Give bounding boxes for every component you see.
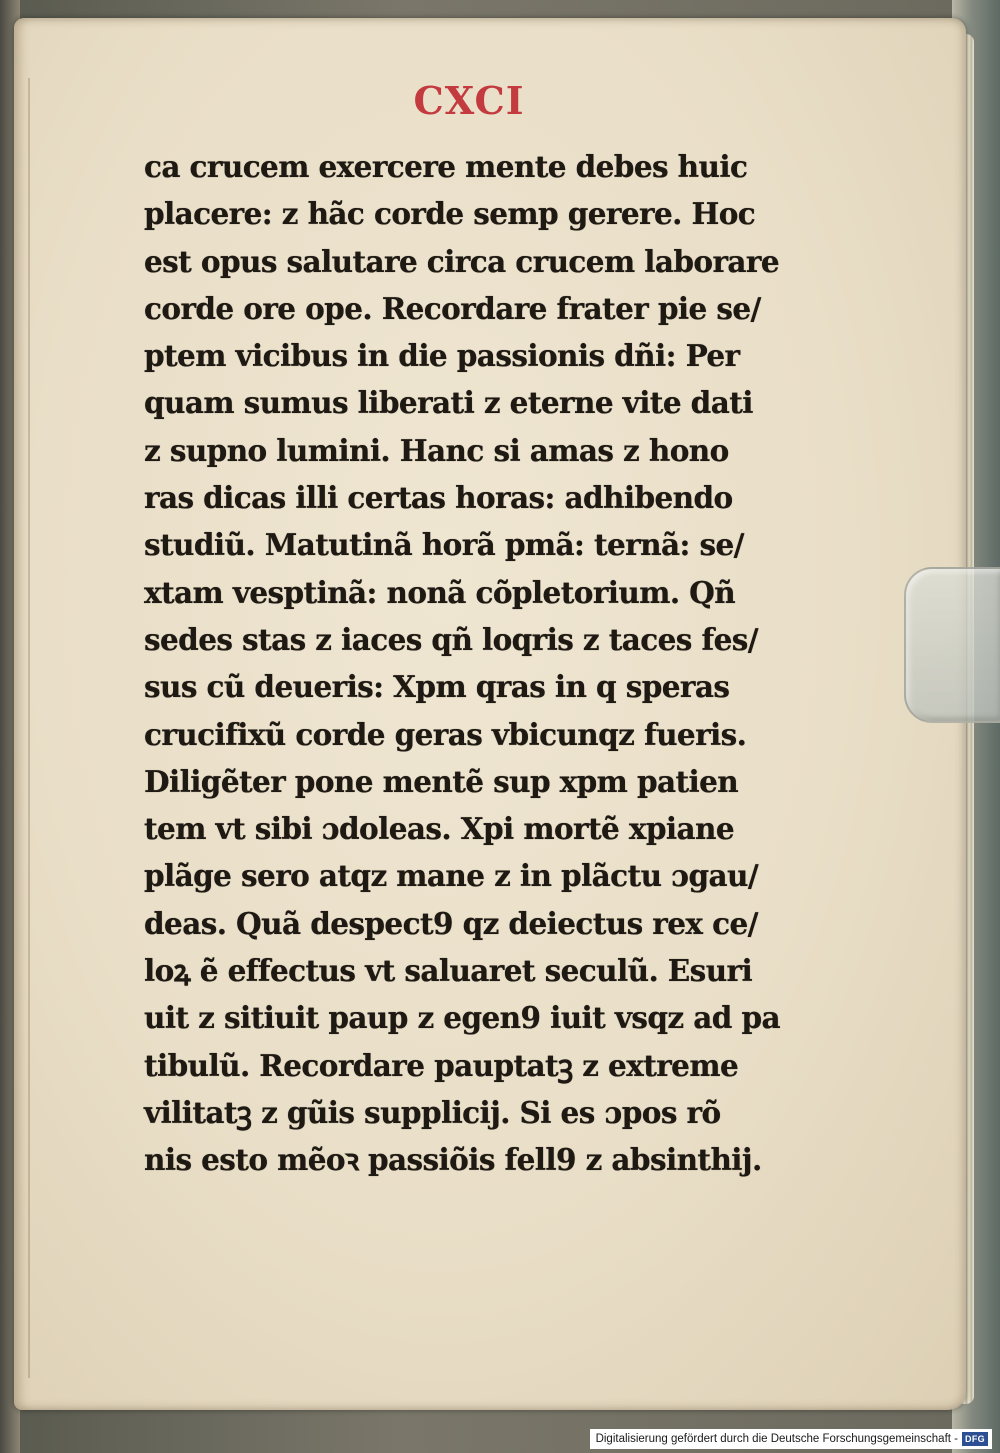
text-line: tibulũ. Recordare pauptatꝫ z extreme <box>144 1047 739 1083</box>
book-page <box>14 18 966 1410</box>
text-line: placere: z hãc corde semp gerere. Hoc <box>144 196 756 232</box>
dfg-logo-icon: DFG <box>962 1432 988 1446</box>
text-line: ptem vicibus in die passionis dñi: Per <box>144 338 740 374</box>
text-line: crucifixũ corde geras vbicunqz fueris. <box>144 716 747 752</box>
credit-text: Digitalisierung gefördert durch die Deutsche Forschungsgemeinschaft - <box>595 1433 958 1445</box>
text-line: uit z sitiuit paup z egen9 iuit vsqz ad pa <box>144 1000 781 1036</box>
text-line: Diligẽter pone mentẽ sup xpm patien <box>144 763 739 799</box>
folio-number: CXCI <box>413 78 525 123</box>
text-line: quam sumus liberati z eterne vite dati <box>144 385 753 421</box>
text-line: est opus salutare circa crucem laborare <box>144 243 780 279</box>
text-line: sus cũ deueris: Xpm qras in q speras <box>144 669 730 705</box>
text-line: plãge sero atqz mane z in plãctu ɔgau/ <box>144 858 759 894</box>
text-line: xtam vesptinã: nonã cõpletorium. Qñ <box>144 574 736 610</box>
text-line: tem vt sibi ɔdoleas. Xpi mortẽ xpiane <box>144 811 734 847</box>
text-line: deas. Quã despect9 qz deiectus rex ce/ <box>144 905 758 941</box>
text-block <box>144 143 824 1184</box>
text-line: ras dicas illi certas horas: adhibendo <box>144 480 733 516</box>
text-line: vilitatꝫ z gũis supplicij. Si es ɔpos rõ <box>144 1094 721 1130</box>
text-line: ca crucem exercere mente debes huic <box>144 149 748 184</box>
text-line: loꝝ ẽ effectus vt saluaret seculũ. Esuri <box>144 953 753 989</box>
page-gutter <box>28 78 30 1378</box>
text-line: nis esto mẽoꝛ passiõis fell9 z absinthij. <box>144 1142 762 1178</box>
text-line: corde ore ope. Recordare frater pie se/ <box>144 290 761 326</box>
book-clasp <box>904 567 1000 723</box>
text-line: z supno lumini. Hanc si amas z hono <box>144 432 729 468</box>
digitization-credit <box>590 1429 992 1449</box>
text-line: sedes stas z iaces qñ loqris z taces fes/ <box>144 621 758 657</box>
text-line: studiũ. Matutinã horã pmã: ternã: se/ <box>144 527 744 563</box>
